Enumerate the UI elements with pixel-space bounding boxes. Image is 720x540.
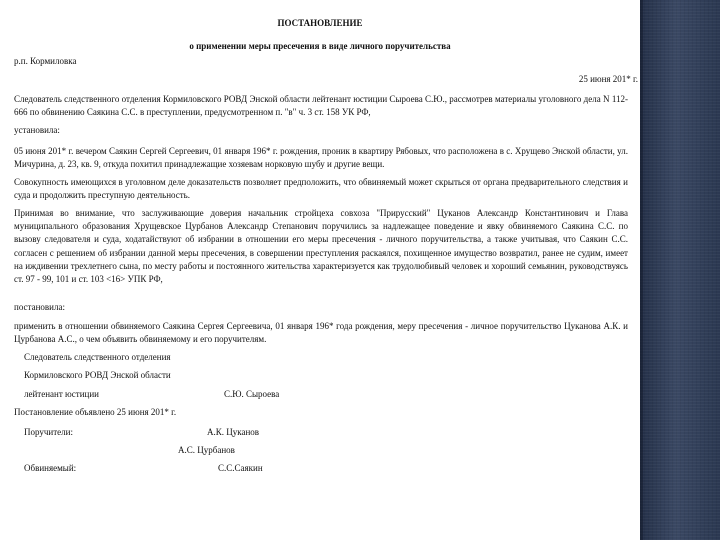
- guarantor-name-2: А.С. Цурбанов: [178, 445, 235, 455]
- considering-paragraph: Принимая во внимание, что заслуживающие доверия начальник стройцеха совхоза "Прирусский" Цуканов Александр Константинович и Глава муниципального образования Хрущевское Цурбанов Александр Степанович поручились за надлежащее поведение и явку обвиняемого Саякина С.С. по вызову следователя и суда, ходатайствуют об избрании в отношении его меры пресечения - личного поручительства, а также учитывая, что Саякин С.С. согласен с решением об избрании данной меры пресечения, в совершении преступления раскаялся, похищенное имущество возвратил, ранее не судим, имеет на иждивении трехлетнего сына, по месту работы и постоянного жительства характеризуется как трудолюбивый человек и хороший семьянин, руководствуясь ст. 97 - 99, 101 и ст. 103 <16> УПК РФ,: [14, 208, 628, 285]
- resolved-label: постановила:: [14, 302, 65, 312]
- guarantors-label: Поручители:: [24, 427, 73, 437]
- signature-rank: лейтенант юстиции: [24, 389, 99, 399]
- signature-position-line2: Кормиловского РОВД Энской области: [24, 370, 171, 380]
- signature-name: С.Ю. Сыроева: [224, 389, 280, 399]
- facts-paragraph: 05 июня 201* г. вечером Саякин Сергей Сергеевич, 01 января 196* г. рождения, проник в квартиру Рябовых, что расположена в с. Хрущево Энской области, ул. Мичурина, д. 23, кв. 9, откуда похитил принадлежащие хозяевам норковую шубу и другие вещи.: [14, 146, 628, 170]
- accused-name: С.С.Саякин: [218, 463, 263, 473]
- signature-position-line1: Следователь следственного отделения: [24, 352, 171, 362]
- place-text: р.п. Кормиловка: [14, 56, 77, 66]
- evidence-paragraph: Совокупность имеющихся в уголовном деле доказательств позволяет предположить, что обвиняемый может скрыться от органа предварительного следствия и суда и продолжить преступную деятельность.: [14, 177, 628, 201]
- announced-text: Постановление объявлено 25 июня 201* г.: [14, 407, 177, 417]
- intro-paragraph: Следователь следственного отделения Кормиловского РОВД Энской области лейтенант юстиции Сыроева С.Ю., рассмотрев материалы уголовного дела N 112-666 по обвинению Саякина С.С. в преступлении, предусмотренном п. "в" ч. 3 ст. 158 УК РФ,: [14, 94, 628, 118]
- document-title: ПОСТАНОВЛЕНИЕ: [277, 18, 363, 28]
- guarantor-name-1: А.К. Цуканов: [207, 427, 260, 437]
- accused-label: Обвиняемый:: [24, 463, 77, 473]
- date-text: 25 июня 201* г.: [578, 74, 638, 84]
- document-subtitle: о применении меры пресечения в виде личного поручительства: [189, 41, 451, 51]
- decorative-side-panel: [640, 0, 720, 540]
- resolution-paragraph: применить в отношении обвиняемого Саякина Сергея Сергеевича, 01 января 196* года рождения, меру пресечения - личное поручительство Цуканова А.К. и Цурбанова А.С., о чем объявить обвиняемому и его поручителям.: [14, 321, 628, 345]
- established-label: установила:: [14, 125, 60, 135]
